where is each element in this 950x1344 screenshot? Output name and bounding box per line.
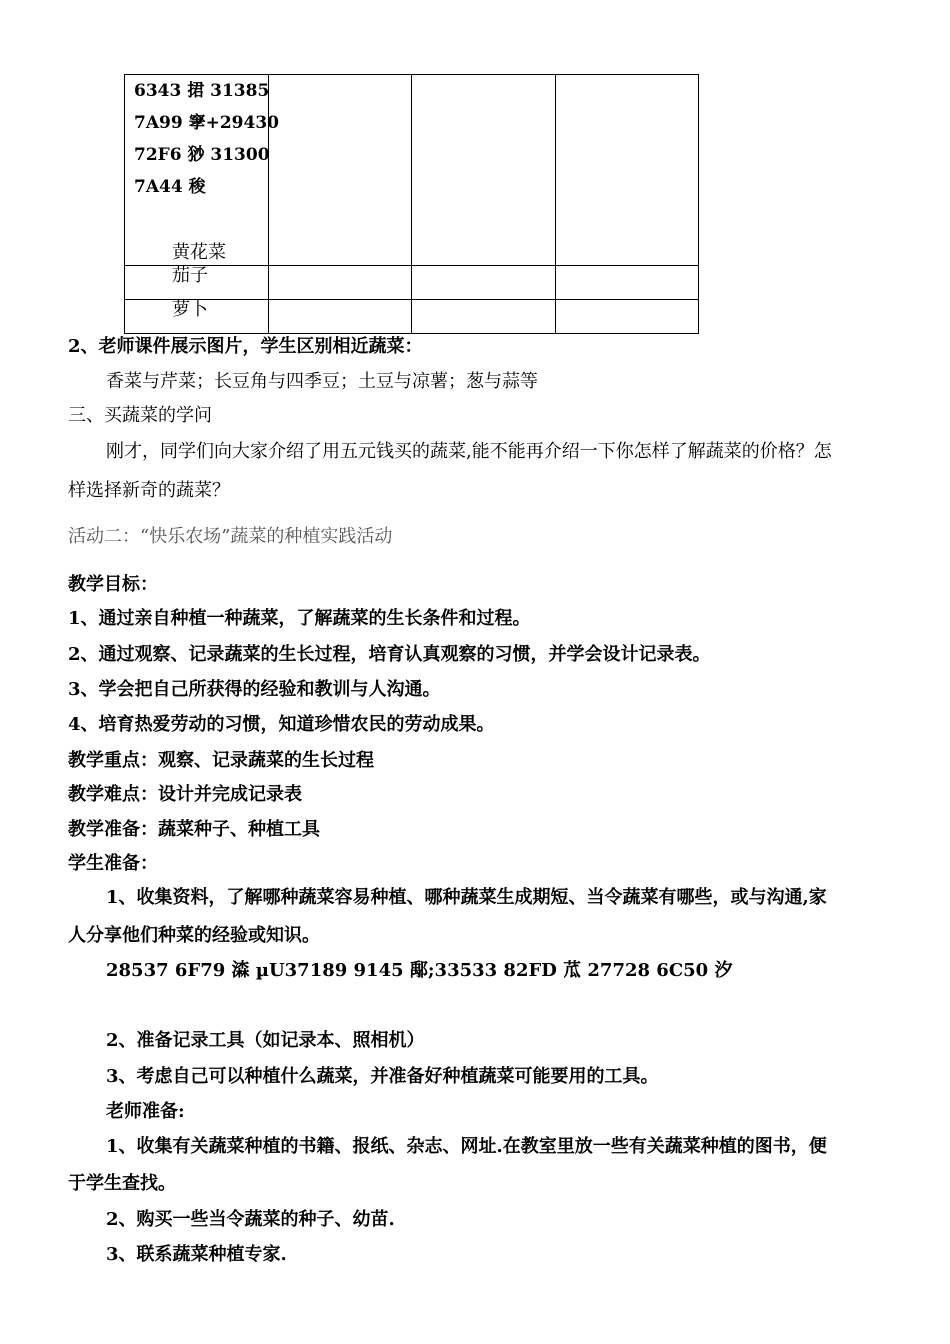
table-cell xyxy=(269,75,412,266)
table-row xyxy=(125,75,699,266)
paragraph: 教学重点：观察、记录蔬菜的生长过程 xyxy=(68,750,374,771)
code-line: 28537 6F79 潹 µU37189 9145 鄅;33533 82FD 苽 27728 6C50 汐 xyxy=(106,960,733,981)
paragraph: 教学准备：蔬菜种子、种植工具 xyxy=(68,819,320,840)
vegetable-name: 黄花菜 xyxy=(172,242,226,263)
code-line: 72F6 猀 31300 xyxy=(134,145,270,165)
table-cell xyxy=(125,75,279,266)
paragraph: 香菜与芹菜；长豆角与四季豆；土豆与凉薯；葱与蒜等 xyxy=(106,371,538,392)
paragraph: 4、培育热爱劳动的习惯，知道珍惜农民的劳动成果。 xyxy=(68,714,495,735)
table-cell xyxy=(555,300,698,334)
table-cell xyxy=(125,266,269,300)
table-cell xyxy=(269,300,412,334)
section-heading: 三、买蔬菜的学问 xyxy=(68,405,212,426)
table-cell xyxy=(412,75,555,266)
paragraph: 1、收集资料，了解哪种蔬菜容易种植、哪种蔬菜生成期短、当令蔬菜有哪些，或与沟通,家 xyxy=(106,887,827,908)
paragraph: 2、准备记录工具（如记录本、照相机） xyxy=(106,1030,425,1051)
paragraph: 于学生查找。 xyxy=(68,1173,176,1194)
code-line: 7A99 窙+29430 xyxy=(134,113,279,133)
vegetable-name: 茄子 xyxy=(172,265,208,286)
code-line: 6343 捃 31385 xyxy=(134,81,270,101)
paragraph: 1、收集有关蔬菜种植的书籍、报纸、杂志、网址.在教室里放一些有关蔬菜种植的图书，便 xyxy=(106,1136,827,1157)
table-row xyxy=(125,300,699,334)
paragraph: 教学难点：设计并完成记录表 xyxy=(68,784,302,805)
paragraph: 老师准备: xyxy=(106,1101,185,1122)
paragraph: 1、通过亲自种植一种蔬菜，了解蔬菜的生长条件和过程。 xyxy=(68,608,531,629)
paragraph: 教学目标： xyxy=(68,574,158,595)
vegetable-table xyxy=(124,74,699,334)
paragraph: 样选择新奇的蔬菜？ xyxy=(68,480,230,501)
paragraph: 学生准备： xyxy=(68,853,158,874)
activity-heading: 活动二：“快乐农场”蔬菜的种植实践活动 xyxy=(68,526,393,547)
paragraph: 人分享他们种菜的经验或知识。 xyxy=(68,925,320,946)
table-cell xyxy=(555,75,698,266)
table-cell xyxy=(555,266,698,300)
paragraph: 3、联系蔬菜种植专家. xyxy=(106,1244,287,1265)
table-cell xyxy=(269,266,412,300)
paragraph: 2、老师课件展示图片，学生区别相近蔬菜： xyxy=(68,336,423,357)
table-cell xyxy=(125,300,269,334)
table-cell xyxy=(412,300,555,334)
table-row xyxy=(125,266,699,300)
vegetable-name: 萝卜 xyxy=(172,299,208,320)
paragraph: 2、通过观察、记录蔬菜的生长过程，培育认真观察的习惯，并学会设计记录表。 xyxy=(68,644,711,665)
paragraph: 3、考虑自己可以种植什么蔬菜，并准备好种植蔬菜可能要用的工具。 xyxy=(106,1066,659,1087)
paragraph: 刚才，同学们向大家介绍了用五元钱买的蔬菜,能不能再介绍一下你怎样了解蔬菜的价格？怎 xyxy=(106,441,832,462)
paragraph: 3、学会把自己所获得的经验和教训与人沟通。 xyxy=(68,679,441,700)
code-line: 7A44 稄 xyxy=(134,177,206,197)
paragraph: 2、购买一些当令蔬菜的种子、幼苗. xyxy=(106,1209,395,1230)
table-cell xyxy=(412,266,555,300)
